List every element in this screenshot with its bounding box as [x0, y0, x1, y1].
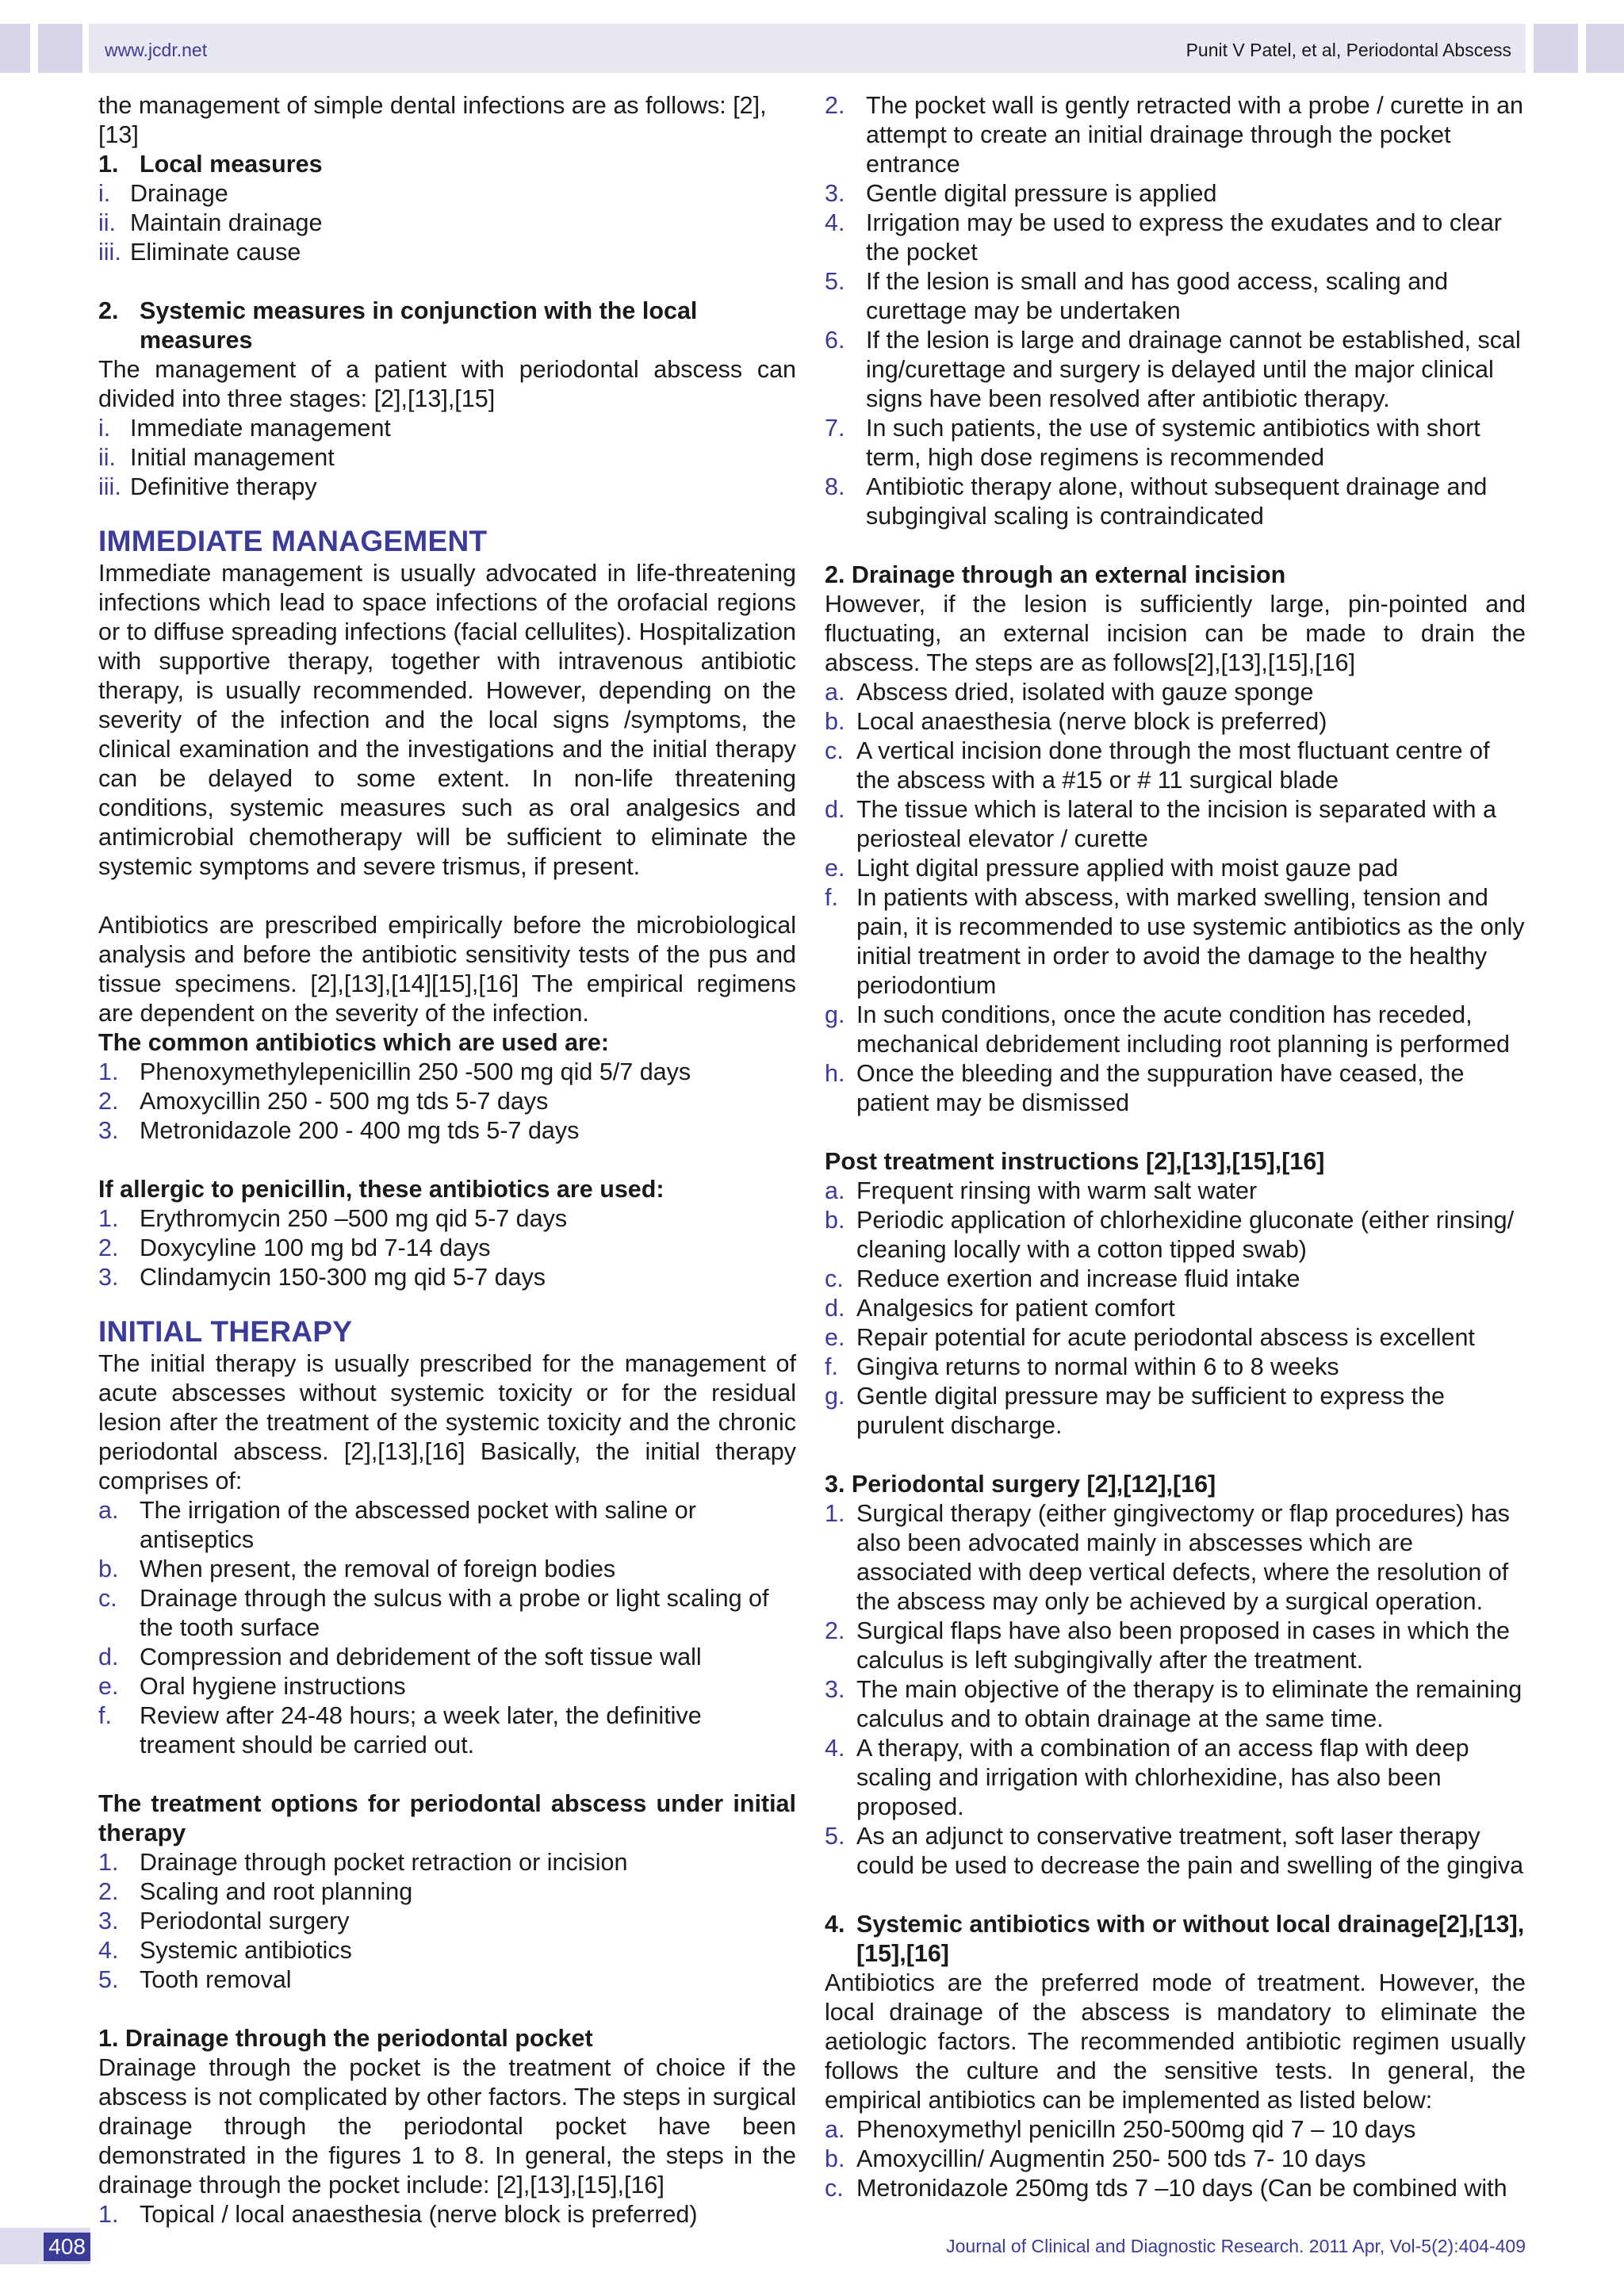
list-item	[98, 1058, 796, 1087]
local-measures-heading: 1. Local measures	[98, 151, 323, 178]
list-item	[825, 1499, 1526, 1617]
list-item-text: The irrigation of the abscessed pocket with saline or antiseptics	[140, 1497, 696, 1553]
list-item-text: Immediate management	[130, 415, 391, 442]
list-marker: 5.	[98, 1966, 119, 1993]
post-treatment-list	[825, 1177, 1526, 1441]
page-number-block	[0, 2228, 90, 2264]
common-antibiotics-list	[98, 1058, 796, 1146]
drainage-pocket-steps-continued	[825, 91, 1526, 531]
list-item-text: Tooth removal	[140, 1966, 292, 1993]
drainage-pocket-paragraph: Drainage through the pocket is the treatment of choice if the abscess is not complicated by other factors. The steps in surgical drainage through the periodontal pocket have been demonstrated in the figures 1 to 8. In general, the steps in the drainage through the pocket include: [2],[13],[15],[16]	[98, 2054, 796, 2198]
list-item-text: Gentle digital pressure is applied	[866, 180, 1217, 207]
list-marker: 2.	[98, 1878, 119, 1905]
list-item	[98, 1877, 796, 1907]
list-item	[825, 1353, 1526, 1382]
list-item	[98, 1584, 796, 1643]
list-item	[825, 1206, 1526, 1265]
list-item-text: Gingiva returns to normal within 6 to 8 weeks	[856, 1353, 1339, 1380]
list-item	[98, 1907, 796, 1936]
systemic-antibiotics-heading: 4. Systemic antibiotics with or without local drainage[2],[13],[15],[16]	[825, 1911, 1525, 1967]
list-item	[98, 1116, 796, 1146]
list-item	[825, 1323, 1526, 1353]
list-marker: c.	[825, 1265, 844, 1292]
list-item	[825, 1177, 1526, 1206]
list-marker: ii.	[98, 209, 117, 236]
list-item	[98, 443, 796, 473]
list-marker: 2.	[98, 1088, 119, 1115]
list-item-text: Analgesics for patient comfort	[856, 1295, 1175, 1322]
list-item-text: Phenoxymethylepenicillin 250 -500 mg qid 5/7 days	[140, 1058, 691, 1085]
list-item-text: Amoxycillin/ Augmentin 250- 500 tds 7- 10 days	[856, 2145, 1366, 2172]
drainage-pocket-steps	[98, 2200, 796, 2229]
list-item-text: In patients with abscess, with marked swelling, tension and pain, it is recommended to use systemic antibiotics as the only initial treatment in order to avoid the damage to the healthy periodontium	[856, 884, 1525, 999]
list-marker: 5.	[825, 268, 845, 295]
list-marker: e.	[825, 1324, 845, 1351]
allergic-antibiotics-heading: If allergic to penicillin, these antibiotics are used:	[98, 1176, 665, 1203]
journal-citation: Journal of Clinical and Diagnostic Research. 2011 Apr, Vol-5(2):404-409	[946, 2236, 1526, 2256]
systemic-antibiotics-list	[825, 2115, 1526, 2203]
post-treatment-heading: Post treatment instructions [2],[13],[15],[16]	[825, 1148, 1325, 1175]
list-marker: f.	[825, 1353, 838, 1380]
list-item-text: Abscess dried, isolated with gauze sponge	[856, 679, 1314, 706]
list-item-text: Drainage through the sulcus with a probe or light scaling of the tooth surface	[140, 1585, 769, 1641]
list-item	[825, 1001, 1526, 1059]
list-item	[98, 1643, 796, 1672]
list-marker: c.	[825, 737, 844, 764]
list-marker: e.	[98, 1673, 119, 1700]
list-marker: g.	[825, 1001, 845, 1028]
common-antibiotics-heading: The common antibiotics which are used are:	[98, 1029, 610, 1056]
stages-intro: The management of a patient with periodontal abscess can divided into three stages: [2],[13],[15]	[98, 356, 796, 412]
list-item-text: Periodontal surgery	[140, 1908, 350, 1934]
list-item-text: Periodic application of chlorhexidine gluconate (either rinsing/ cleaning locally with a cotton tipped swab)	[856, 1207, 1515, 1263]
drainage-pocket-heading: 1. Drainage through the periodontal pocket	[98, 2025, 593, 2052]
list-marker: b.	[825, 2145, 845, 2172]
initial-therapy-list	[98, 1496, 796, 1760]
list-item-text: As an adjunct to conservative treatment, soft laser therapy could be used to decrease the pain and swelling of the gingiva	[856, 1823, 1524, 1879]
list-marker: f.	[825, 884, 838, 911]
external-incision-paragraph: However, if the lesion is sufficiently large, pin-pointed and fluctuating, an external incision can be made to drain the abscess. The steps are as follows[2],[13],[15],[16]	[825, 591, 1526, 676]
list-item	[98, 238, 796, 267]
list-marker: 1.	[98, 1058, 119, 1085]
list-item-text: Reduce exertion and increase fluid intake	[856, 1265, 1300, 1292]
list-marker: 1.	[98, 2201, 119, 2228]
periodontal-surgery-heading: 3. Periodontal surgery [2],[12],[16]	[825, 1471, 1216, 1498]
list-item	[98, 179, 796, 209]
list-item	[825, 1382, 1526, 1441]
list-item-text: Antibiotic therapy alone, without subsequent drainage and subgingival scaling is contraindicated	[866, 473, 1488, 530]
list-marker: 2.	[825, 92, 845, 119]
list-item-text: Local anaesthesia (nerve block is preferred)	[856, 708, 1327, 735]
list-item	[98, 1848, 796, 1877]
external-incision-heading: 2. Drainage through an external incision	[825, 561, 1286, 588]
list-item	[98, 1087, 796, 1116]
list-item-text: The main objective of the therapy is to eliminate the remaining calculus and to obtain drainage at the same time.	[856, 1676, 1522, 1732]
treatment-options-list	[98, 1848, 796, 1995]
list-item	[825, 1617, 1526, 1675]
list-item-text: Surgical flaps have also been proposed in cases in which the calculus is left subgingivally after the treatment.	[856, 1617, 1511, 1674]
header-decor-right-2	[1586, 24, 1624, 73]
list-item	[98, 1496, 796, 1555]
list-item-text: Topical / local anaesthesia (nerve block is preferred)	[140, 2201, 698, 2228]
list-item	[98, 209, 796, 238]
list-marker: a.	[98, 1497, 119, 1524]
list-item	[98, 2200, 796, 2229]
list-item-text: Metronidazole 250mg tds 7 –10 days (Can be combined with	[856, 2175, 1507, 2202]
list-item-text: Gentle digital pressure may be sufficient to express the purulent discharge.	[856, 1383, 1445, 1439]
list-item	[825, 209, 1526, 267]
list-marker: 3.	[98, 1908, 119, 1934]
running-title: Punit V Patel, et al, Periodontal Abscess	[1185, 40, 1511, 60]
list-marker: b.	[825, 1207, 845, 1234]
list-item	[825, 414, 1526, 473]
immediate-paragraph-1: Immediate management is usually advocated in life-threatening infections which lead to space infections of the orofacial regions or to diffuse spreading infections (facial cellulites). Hospitalization with supportive therapy, together with intravenous antibiotic therapy, is usually recommended. However, depending on the severity of the infection and the local signs /symptoms, the clinical examination and the investigations and the initial therapy can be delayed to some extent. In non-life threatening conditions, systemic measures such as oral analgesics and antimicrobial chemotherapy will be sufficient to eliminate the systemic symptoms and severe trismus, if present.	[98, 560, 796, 880]
list-item-text: The tissue which is lateral to the incision is separated with a periosteal elevator / curette	[856, 796, 1496, 852]
list-item	[98, 1701, 796, 1760]
external-incision-steps	[825, 678, 1526, 1118]
list-item-text: Oral hygiene instructions	[140, 1673, 406, 1700]
list-marker: a.	[825, 679, 845, 706]
list-marker: a.	[825, 1177, 845, 1204]
stages-list	[98, 414, 796, 502]
list-item-text: When present, the removal of foreign bodies	[140, 1556, 616, 1582]
list-item	[825, 2115, 1526, 2145]
list-marker: 2.	[98, 1234, 119, 1261]
list-item	[825, 1265, 1526, 1294]
list-item	[825, 326, 1526, 414]
list-item-text: Amoxycillin 250 - 500 mg tds 5-7 days	[140, 1088, 549, 1115]
list-item	[98, 1234, 796, 1263]
list-item-text: Irrigation may be used to express the exudates and to clear the pocket	[866, 209, 1502, 266]
list-marker: 6.	[825, 327, 845, 354]
list-item-text: Metronidazole 200 - 400 mg tds 5-7 days	[140, 1117, 580, 1144]
immediate-management-heading: IMMEDIATE MANAGEMENT	[98, 525, 488, 557]
list-marker: 3.	[825, 180, 845, 207]
immediate-paragraph-2: Antibiotics are prescribed empirically before the microbiological analysis and before the antibiotic sensitivity tests of the pus and tissue specimens. [2],[13],[14][15],[16] The empirical regimens are dependent on the severity of the infection.	[98, 912, 796, 1027]
list-item-text: Definitive therapy	[130, 473, 317, 500]
list-item-text: Initial management	[130, 444, 335, 471]
list-item-text: Maintain drainage	[130, 209, 323, 236]
list-item-text: A therapy, with a combination of an access flap with deep scaling and irrigation with chlorhexidine, has also been proposed.	[856, 1735, 1469, 1820]
list-item-text: Scaling and root planning	[140, 1878, 413, 1905]
list-marker: 5.	[825, 1823, 845, 1850]
list-item-text: Drainage	[130, 180, 228, 207]
list-item	[825, 1675, 1526, 1734]
list-marker: e.	[825, 855, 845, 882]
list-item	[98, 1965, 796, 1995]
list-item-text: Drainage through pocket retraction or incision	[140, 1849, 628, 1876]
list-item-text: The pocket wall is gently retracted with a probe / curette in an attempt to create an initial drainage through the pocket entrance	[866, 92, 1524, 178]
initial-therapy-heading: INITIAL THERAPY	[98, 1315, 353, 1348]
list-marker: 8.	[825, 473, 845, 500]
list-item	[98, 1204, 796, 1234]
list-item	[825, 1294, 1526, 1323]
list-marker: d.	[98, 1644, 119, 1670]
list-marker: 3.	[825, 1676, 845, 1703]
list-marker: 7.	[825, 415, 845, 442]
list-item-text: Erythromycin 250 –500 mg qid 5-7 days	[140, 1205, 568, 1232]
list-item-text: Clindamycin 150-300 mg qid 5-7 days	[140, 1264, 546, 1291]
list-item-text: Frequent rinsing with warm salt water	[856, 1177, 1258, 1204]
list-marker: 1.	[825, 1500, 845, 1527]
list-marker: a.	[825, 2116, 845, 2143]
list-item-text: Doxycyline 100 mg bd 7-14 days	[140, 1234, 491, 1261]
list-item-text: Compression and debridement of the soft tissue wall	[140, 1644, 702, 1670]
list-marker: 2.	[825, 1617, 845, 1644]
list-marker: ii.	[98, 444, 117, 471]
list-item-text: Phenoxymethyl penicilln 250-500mg qid 7 – 10 days	[856, 2116, 1416, 2143]
list-item	[98, 1672, 796, 1701]
list-marker: c.	[825, 2175, 844, 2202]
page-header	[89, 24, 1526, 73]
list-marker: d.	[825, 796, 845, 823]
list-item	[825, 1734, 1526, 1822]
list-item	[825, 2145, 1526, 2174]
list-item	[825, 854, 1526, 883]
list-marker: 4.	[825, 1735, 845, 1762]
header-decor-left	[0, 24, 30, 73]
list-item-text: In such conditions, once the acute condition has receded, mechanical debridement including root planning is performed	[856, 1001, 1510, 1058]
list-marker: f.	[98, 1702, 112, 1729]
list-item	[98, 473, 796, 502]
list-marker: 3.	[98, 1264, 119, 1291]
list-item-text: Systemic antibiotics	[140, 1937, 352, 1964]
local-measures-list	[98, 179, 796, 267]
list-marker: i.	[98, 180, 111, 207]
list-item	[825, 883, 1526, 1001]
treatment-options-heading: The treatment options for periodontal abscess under initial therapy	[98, 1790, 796, 1846]
systemic-antibiotics-paragraph: Antibiotics are the preferred mode of treatment. However, the local drainage of the abscess is mandatory to eliminate the aetiologic factors. The recommended antibiotic regimen usually follows the culture and the sensitive tests. In general, the empirical antibiotics can be implemented as listed below:	[825, 1969, 1526, 2114]
list-item	[825, 179, 1526, 209]
list-item	[825, 2174, 1526, 2203]
header-decor-left-2	[38, 24, 82, 73]
list-item-text: Light digital pressure applied with moist gauze pad	[856, 855, 1399, 882]
list-item-text: Once the bleeding and the suppuration have ceased, the patient may be dismissed	[856, 1060, 1465, 1116]
list-item	[825, 267, 1526, 326]
list-marker: h.	[825, 1060, 845, 1087]
list-item	[825, 678, 1526, 707]
list-marker: 3.	[98, 1117, 119, 1144]
list-item	[825, 707, 1526, 737]
list-item	[825, 473, 1526, 531]
list-item	[98, 414, 796, 443]
list-item-text: Surgical therapy (either gingivectomy or flap procedures) has also been advocated mainly in abscesses which are associated with deep vertical defects, where the resolution of the abscess may only be achieved by a surgical operation.	[856, 1500, 1510, 1615]
list-marker: iii.	[98, 239, 121, 266]
list-item	[825, 795, 1526, 854]
list-marker: g.	[825, 1383, 845, 1410]
list-item-text: If the lesion is large and drainage cannot be established, scal ing/curettage and surgery is delayed until the major clinical signs have been resolved after antibiotic therapy.	[866, 327, 1521, 412]
list-item	[825, 91, 1526, 179]
list-marker: d.	[825, 1295, 845, 1322]
left-column	[98, 91, 796, 2229]
list-marker: i.	[98, 415, 111, 442]
list-item-text: If the lesion is small and has good access, scaling and curettage may be undertaken	[866, 268, 1449, 324]
list-item-text: In such patients, the use of systemic antibiotics with short term, high dose regimens is recommended	[866, 415, 1480, 471]
list-marker: c.	[98, 1585, 117, 1612]
list-marker: b.	[825, 708, 845, 735]
header-decor-right	[1534, 24, 1578, 73]
list-marker: 4.	[825, 209, 845, 236]
allergic-antibiotics-list	[98, 1204, 796, 1292]
list-marker: 4.	[98, 1937, 119, 1964]
journal-website-link[interactable]: www.jcdr.net	[105, 40, 208, 60]
list-item	[98, 1263, 796, 1292]
list-item	[98, 1936, 796, 1965]
list-marker: iii.	[98, 473, 121, 500]
list-marker: 1.	[98, 1849, 119, 1876]
periodontal-surgery-list	[825, 1499, 1526, 1881]
intro-text: the management of simple dental infections are as follows: [2],[13]	[98, 92, 767, 148]
list-marker: 1.	[98, 1205, 119, 1232]
initial-paragraph: The initial therapy is usually prescribed for the management of acute abscesses without systemic toxicity or for the residual lesion after the treatment of the systemic toxicity and the chronic periodontal abscess. [2],[13],[16] Basically, the initial therapy comprises of:	[98, 1350, 796, 1494]
list-item	[825, 1059, 1526, 1118]
systemic-measures-heading: 2. Systemic measures in conjunction with the local measures	[98, 297, 698, 354]
right-column	[825, 91, 1526, 2203]
list-item	[825, 1822, 1526, 1881]
list-item	[825, 737, 1526, 795]
page-number: 408	[44, 2233, 90, 2261]
list-marker: b.	[98, 1556, 119, 1582]
list-item-text: Review after 24-48 hours; a week later, the definitive treament should be carried out.	[140, 1702, 702, 1758]
list-item	[98, 1555, 796, 1584]
list-item-text: Eliminate cause	[130, 239, 301, 266]
list-item-text: Repair potential for acute periodontal abscess is excellent	[856, 1324, 1475, 1351]
list-item-text: A vertical incision done through the most fluctuant centre of the abscess with a #15 or # 11 surgical blade	[856, 737, 1490, 794]
